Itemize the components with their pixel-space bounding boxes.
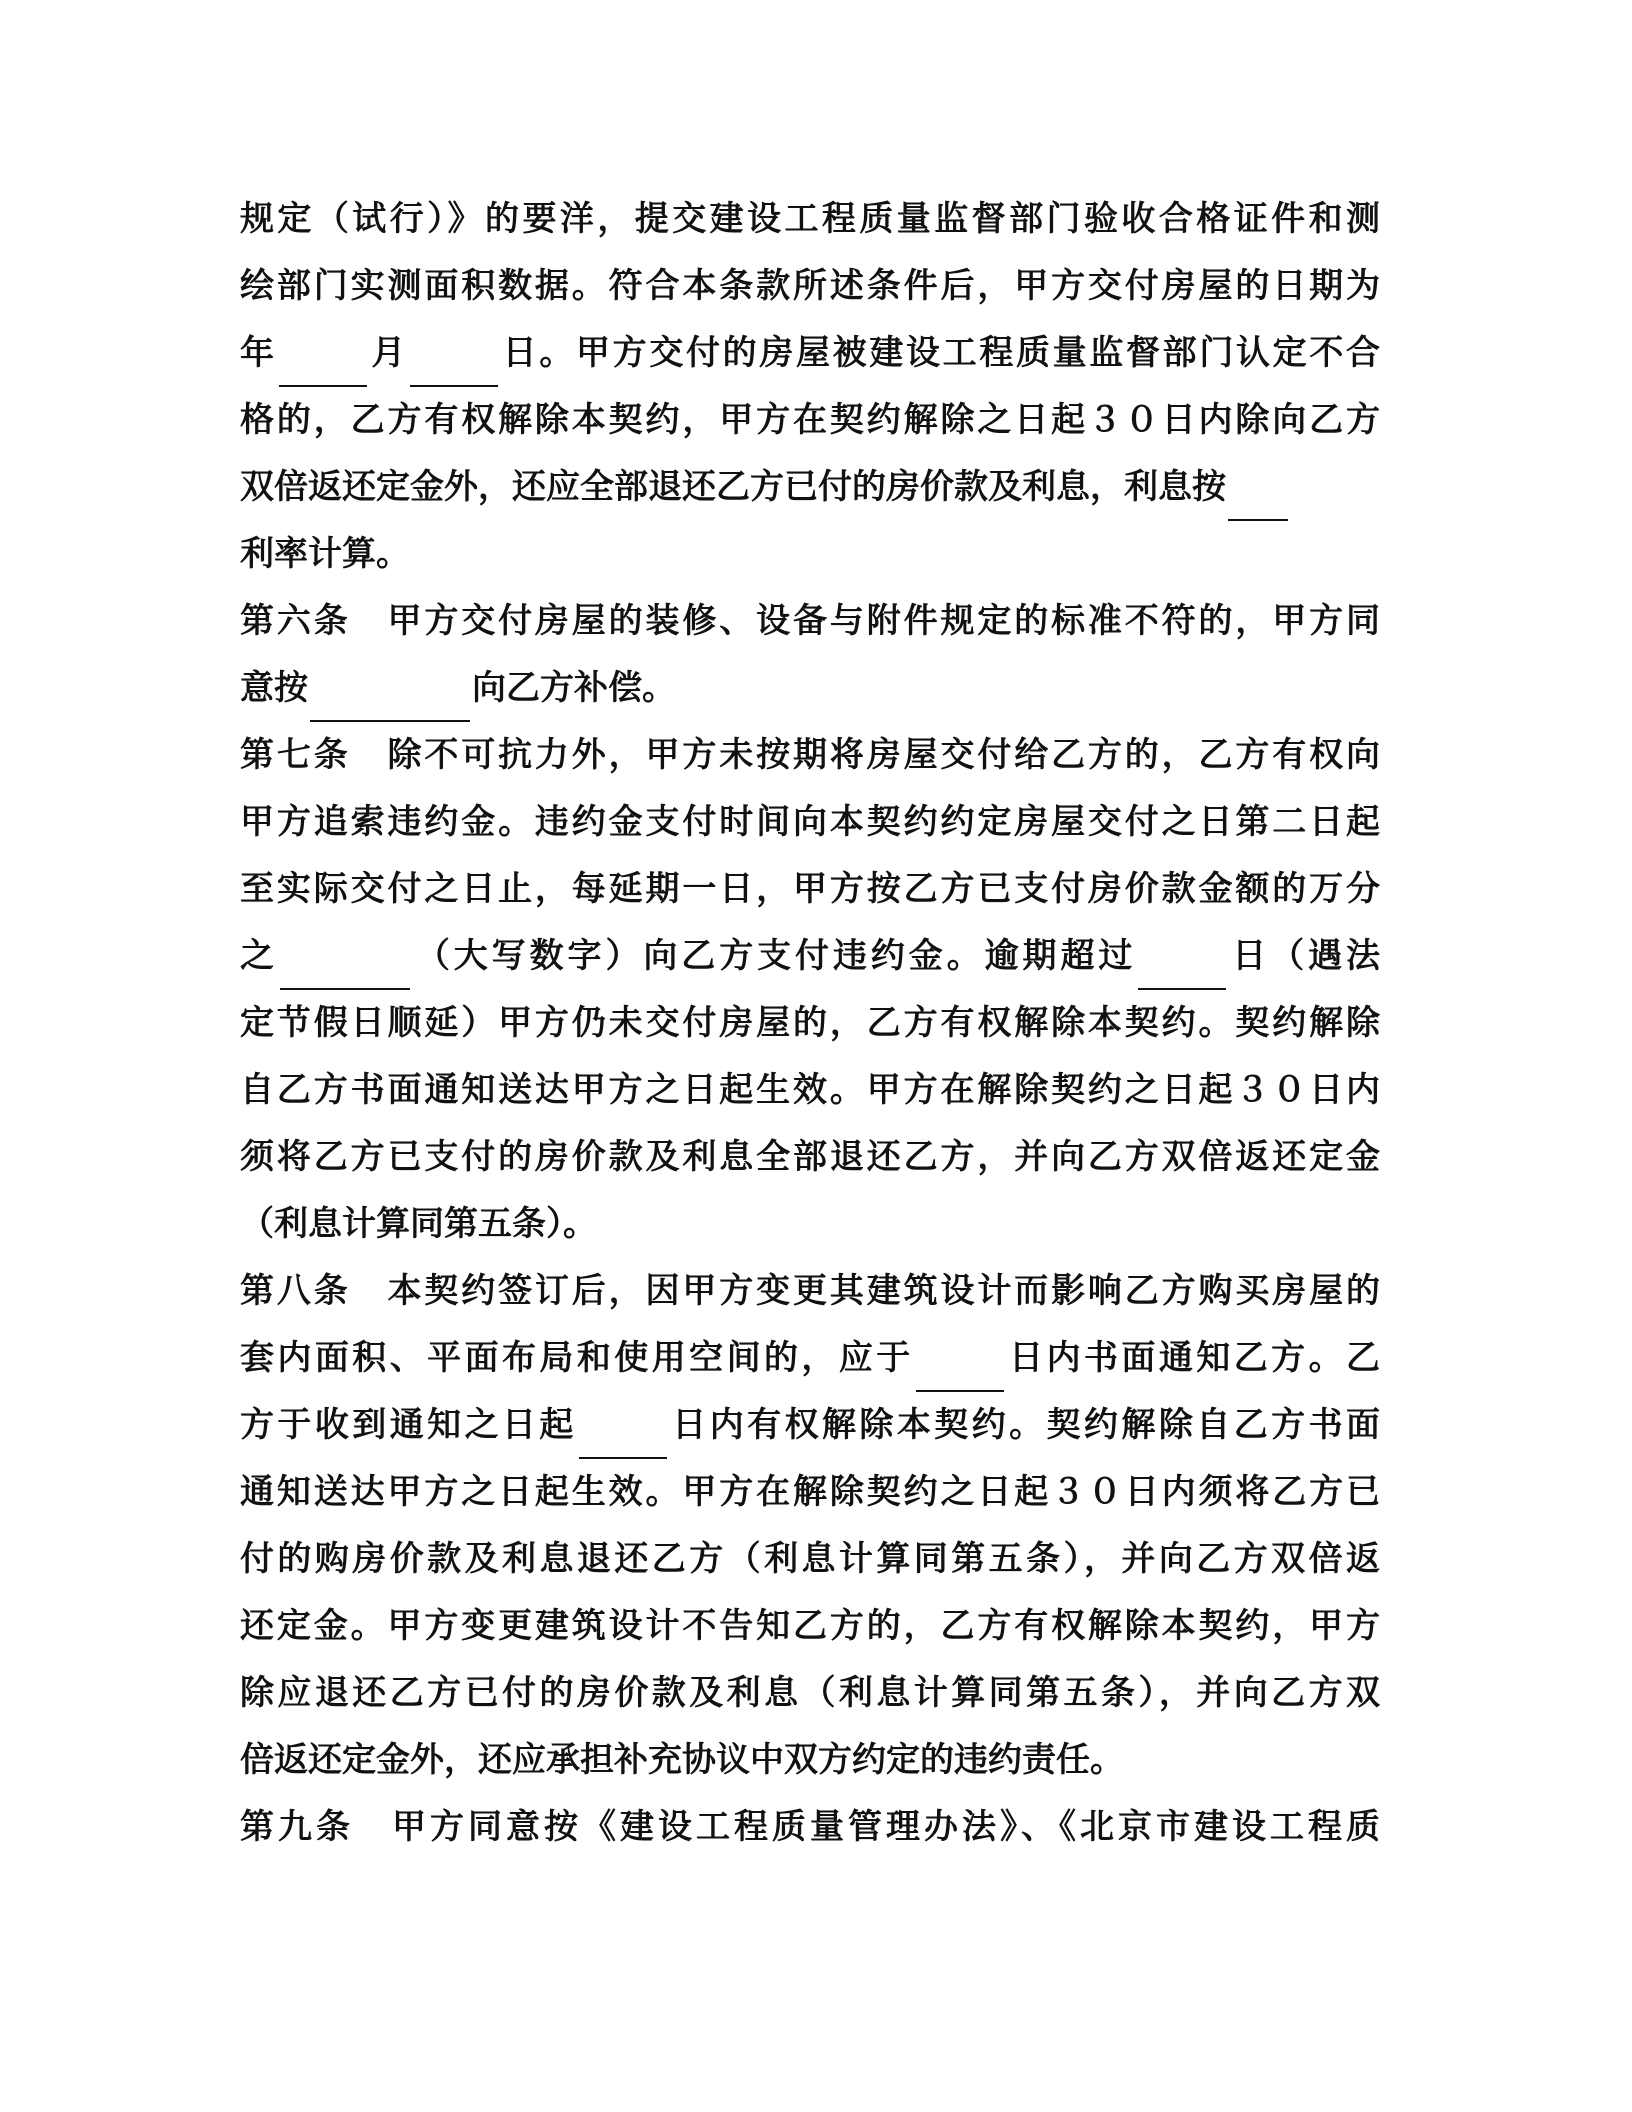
fill-in-blank-day xyxy=(410,341,498,387)
text-line: 倍返还定金外，还应承担补充协议中双方约定的违约责任。 xyxy=(240,1740,1124,1780)
fill-in-blank-compensation xyxy=(310,676,470,722)
text-segment: 日（遇法 xyxy=(1228,936,1381,976)
text-line: 还定金。甲方变更建筑设计不告知乙方的，乙方有权解除本契约，甲方 xyxy=(240,1606,1380,1646)
text-segment: 之 xyxy=(240,936,278,976)
text-line xyxy=(240,1392,1380,1459)
text-line: 须将乙方已支付的房价款及利息全部退还乙方，并向乙方双倍返还定金 xyxy=(240,1137,1380,1177)
text-segment: 月 xyxy=(368,333,409,373)
text-segment: 日内书面通知乙方。乙 xyxy=(1005,1338,1381,1378)
text-segment: 向乙方补偿。 xyxy=(472,668,676,708)
text-line xyxy=(240,923,1380,990)
text-segment: 意按 xyxy=(240,668,308,708)
text-line: 定节假日顺延）甲方仍未交付房屋的，乙方有权解除本契约。契约解除 xyxy=(240,1003,1380,1043)
text-line xyxy=(240,320,1380,387)
fill-in-blank-interest-rate xyxy=(1228,475,1288,521)
article-heading-line: 第六条 甲方交付房屋的装修、设备与附件规定的标准不符的，甲方同 xyxy=(240,601,1380,641)
text-line: 付的购房价款及利息退还乙方（利息计算同第五条），并向乙方双倍返 xyxy=(240,1539,1380,1579)
text-line xyxy=(240,1325,1380,1392)
fill-in-blank-termination-days xyxy=(579,1413,667,1459)
text-line: 甲方追索违约金。违约金支付时间向本契约约定房屋交付之日第二日起 xyxy=(240,802,1380,842)
text-segment: 套内面积、平面布局和使用空间的，应于 xyxy=(240,1338,914,1378)
text-line: 利率计算。 xyxy=(240,534,410,574)
text-segment: 双倍返还定金外，还应全部退还乙方已付的房价款及利息，利息按 xyxy=(240,467,1226,507)
text-line: 绘部门实测面积数据。符合本条款所述条件后，甲方交付房屋的日期为 xyxy=(240,266,1380,306)
text-line: 通知送达甲方之日起生效。甲方在解除契约之日起３０日内须将乙方已 xyxy=(240,1472,1380,1512)
text-line: 除应退还乙方已付的房价款及利息（利息计算同第五条），并向乙方双 xyxy=(240,1673,1380,1713)
fill-in-blank-overdue-days xyxy=(1138,944,1226,990)
text-line: 规定（试行）》的要洋，提交建设工程质量监督部门验收合格证件和测 xyxy=(240,199,1380,239)
text-line: 格的，乙方有权解除本契约，甲方在契约解除之日起３０日内除向乙方 xyxy=(240,400,1380,440)
fill-in-blank-penalty-rate xyxy=(280,944,410,990)
article-heading-line: 第九条 甲方同意按《建设工程质量管理办法》、《北京市建设工程质 xyxy=(240,1807,1380,1847)
document-page xyxy=(240,186,1380,1861)
text-segment: （大写数字）向乙方支付违约金。逾期超过 xyxy=(411,936,1137,976)
fill-in-blank-month xyxy=(279,341,367,387)
text-segment: 方于收到通知之日起 xyxy=(240,1405,577,1445)
text-line: 至实际交付之日止，每延期一日，甲方按乙方已支付房价款金额的万分 xyxy=(240,869,1380,909)
fill-in-blank-notice-days xyxy=(916,1346,1004,1392)
text-segment: 日内有权解除本契约。契约解除自乙方书面 xyxy=(668,1405,1381,1445)
text-segment: 年 xyxy=(240,333,277,373)
article-heading-line: 第八条 本契约签订后，因甲方变更其建筑设计而影响乙方购买房屋的 xyxy=(240,1271,1380,1311)
text-line xyxy=(240,454,1380,521)
article-heading-line: 第七条 除不可抗力外，甲方未按期将房屋交付给乙方的，乙方有权向 xyxy=(240,735,1380,775)
text-segment: 日。甲方交付的房屋被建设工程质量监督部门认定不合 xyxy=(500,333,1381,373)
text-line: （利息计算同第五条）。 xyxy=(240,1204,597,1244)
text-line xyxy=(240,655,1380,722)
text-line: 自乙方书面通知送达甲方之日起生效。甲方在解除契约之日起３０日内 xyxy=(240,1070,1380,1110)
